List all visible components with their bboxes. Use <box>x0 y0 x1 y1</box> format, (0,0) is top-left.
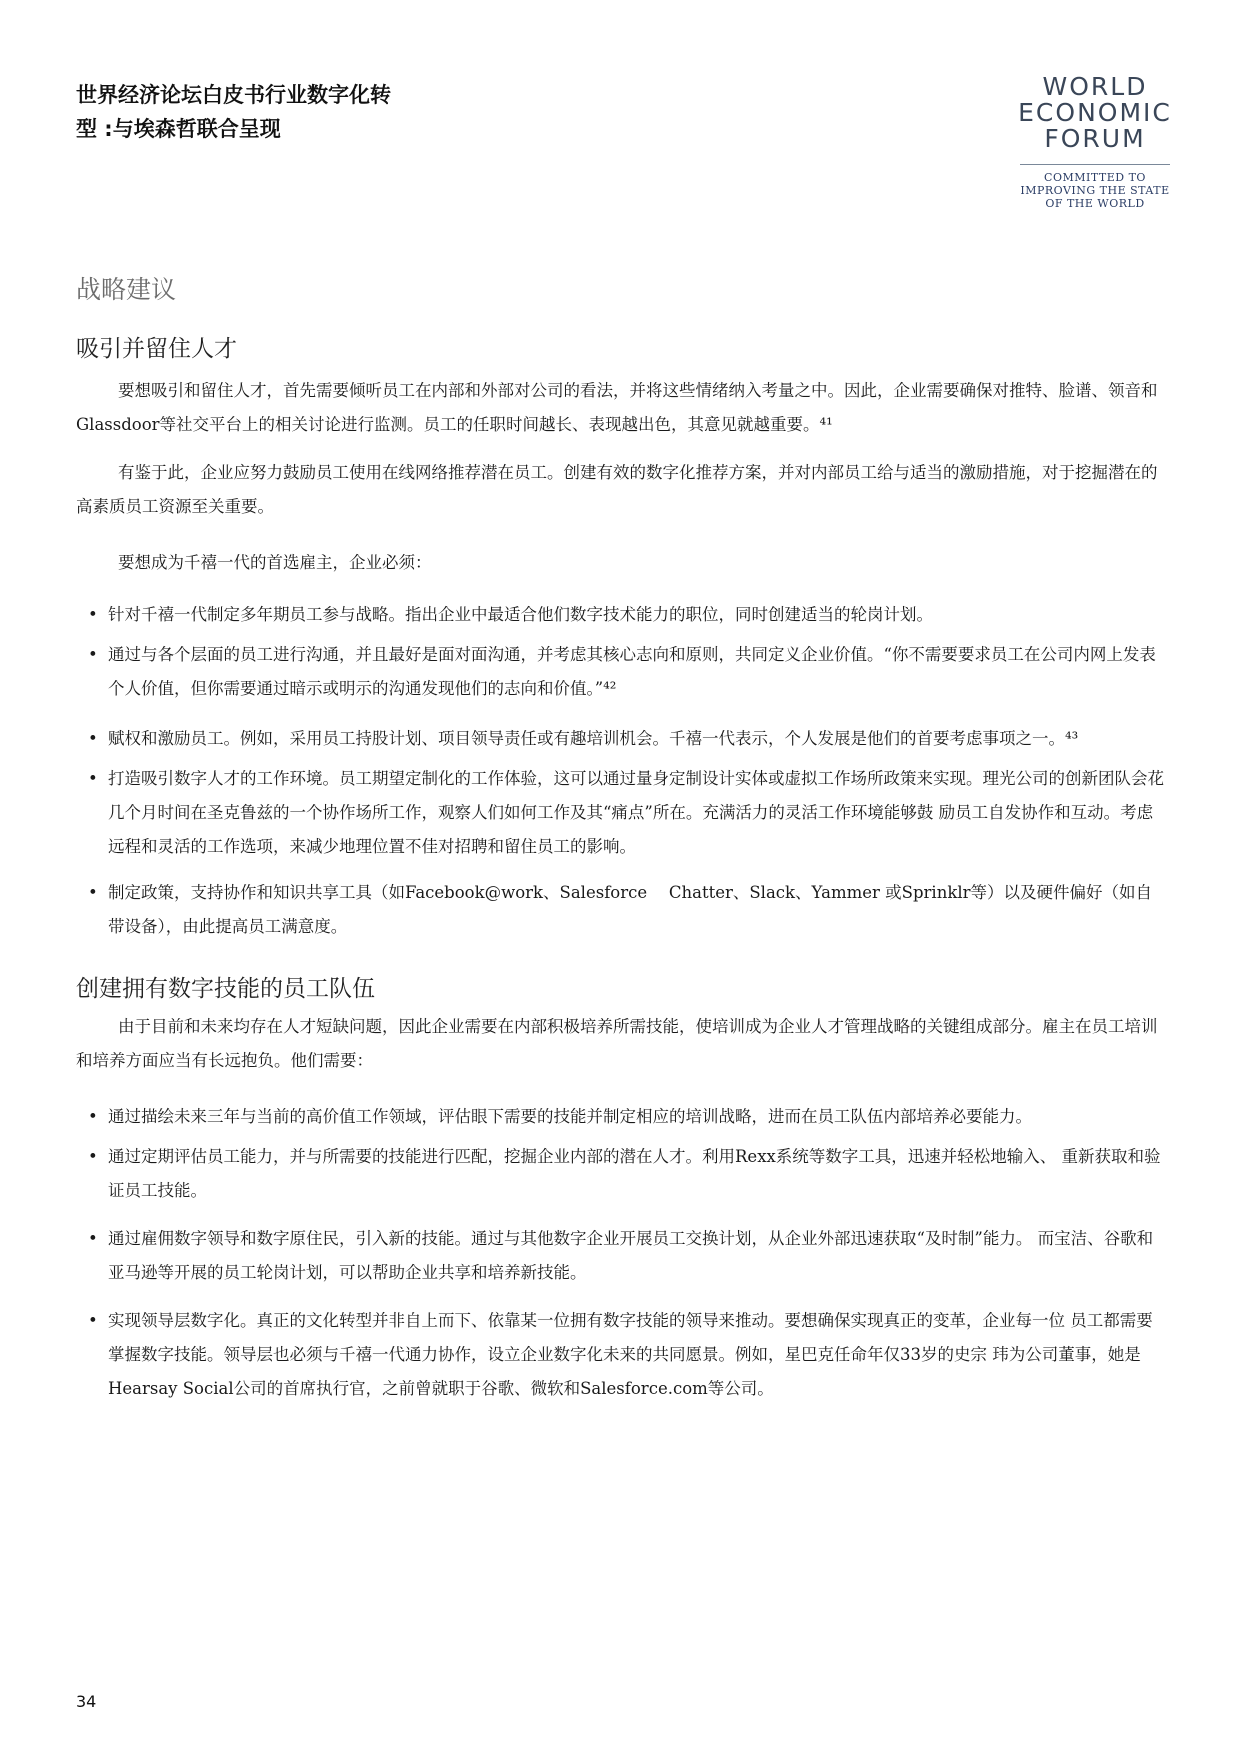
logo-line-economic: ECONOMIC <box>1018 98 1172 127</box>
subsection-title-digital-workforce: 创建拥有数字技能的员工队伍 <box>76 976 375 1002</box>
list-item <box>88 762 1168 864</box>
list-item <box>88 1304 1168 1406</box>
list-item-text: 打造吸引数字人才的工作环境。员工期望定制化的工作体验，这可以通过量身定制设计实体或虚拟工作场所政策来实现。理光公司的创新团队会花几个月时间在圣克鲁兹的一个协作场所工作，观察人们如何工作及其“痛点”所在。充满活力的灵活工作环境能够鼓 励员工自发协作和互动。考虑远程和灵活的工作选项，来减少地理位置不佳对招聘和留住员工的影响。 <box>108 769 1164 856</box>
bullet-marker: • <box>88 645 98 664</box>
document-title <box>76 78 636 146</box>
logo-tagline-3: OF THE WORLD <box>1045 197 1145 210</box>
list-item-text: 实现领导层数字化。真正的文化转型并非自上而下、依靠某一位拥有数字技能的领导来推动。要想确保实现真正的变革，企业每一位 员工都需要掌握数字技能。领导层也必须与千禧一代通力协作，设立企业数字化未来的共同愿景。例如，星巴克任命年仅33岁的史宗 玮为公司董事，她是Hearsay Social公司的首席执行官，之前曾就职于谷歌、微软和Salesforce.com等公司。 <box>108 1311 1153 1398</box>
list-item-text: 制定政策，支持协作和知识共享工具（如Facebook@work、Salesforce Chatter、Slack、Yammer 或Sprinklr等）以及硬件偏好（如自 带设备），由此提高员工满意度。 <box>108 883 1152 936</box>
paragraph: 要想吸引和留住人才，首先需要倾听员工在内部和外部对公司的看法，并将这些情绪纳入考量之中。因此，企业需要确保对推特、脸谱、领音和Glassdoor等社交平台上的相关讨论进行监测。员工的任职时间越长、表现越出色，其意见就越重要。⁴¹ <box>76 381 1158 434</box>
bullet-marker: • <box>88 1147 98 1166</box>
bullet-marker: • <box>88 1311 98 1330</box>
list-item-text: 通过定期评估员工能力，并与所需要的技能进行匹配，挖掘企业内部的潜在人才。利用Rexx系统等数字工具，迅速并轻松地输入、 重新获取和验证员工技能。 <box>108 1147 1161 1200</box>
list-item <box>88 1222 1168 1290</box>
title-line-1: 世界经济论坛白皮书行业数字化转 <box>76 83 391 107</box>
bullet-marker: • <box>88 605 98 624</box>
logo-line-forum: FORUM <box>1044 124 1146 153</box>
list-item <box>88 598 1168 632</box>
paragraph: 由于目前和未来均存在人才短缺问题，因此企业需要在内部积极培养所需技能，使培训成为企业人才管理战略的关键组成部分。雇主在员工培训和培养方面应当有长远抱负。他们需要： <box>76 1017 1158 1070</box>
list-item-text: 通过与各个层面的员工进行沟通，并且最好是面对面沟通，并考虑其核心志向和原则，共同定义企业价值。“你不需要要求员工在公司内网上发表个人价值，但你需要通过暗示或明示的沟通发现他们的志向和价值。”⁴² <box>108 645 1156 698</box>
list-item-text: 赋权和激励员工。例如，采用员工持股计划、项目领导责任或有趣培训机会。千禧一代表示，个人发展是他们的首要考虑事项之一。⁴³ <box>108 729 1079 748</box>
bullet-marker: • <box>88 883 98 902</box>
logo-divider <box>1020 164 1170 165</box>
subsection-title-attract-talent: 吸引并留住人才 <box>76 336 237 362</box>
wef-logo <box>1005 74 1185 234</box>
list-item-text: 通过描绘未来三年与当前的高价值工作领域，评估眼下需要的技能并制定相应的培训战略，进而在员工队伍内部培养必要能力。 <box>108 1107 1032 1126</box>
logo-tagline-1: COMMITTED TO <box>1044 171 1146 184</box>
logo-line-world: WORLD <box>1042 72 1148 101</box>
section-title: 战略建议 <box>76 275 177 304</box>
bullet-marker: • <box>88 729 98 748</box>
list-item <box>88 876 1168 944</box>
list-item-text: 通过雇佣数字领导和数字原住民，引入新的技能。通过与其他数字企业开展员工交换计划，从企业外部迅速获取“及时制”能力。 而宝洁、谷歌和亚马逊等开展的员工轮岗计划，可以帮助企业共享和培养新技能。 <box>108 1229 1154 1282</box>
logo-tagline-2: IMPROVING THE STATE <box>1020 184 1170 197</box>
page-number: 34 <box>76 1692 97 1711</box>
paragraph: 有鉴于此，企业应努力鼓励员工使用在线网络推荐潜在员工。创建有效的数字化推荐方案，并对内部员工给与适当的激励措施，对于挖掘潜在的高素质员工资源至关重要。 <box>76 463 1158 516</box>
bullet-marker: • <box>88 769 98 788</box>
list-item-text: 针对千禧一代制定多年期员工参与战略。指出企业中最适合他们数字技术能力的职位，同时创建适当的轮岗计划。 <box>108 605 933 624</box>
list-item <box>88 1140 1168 1208</box>
list-item <box>88 1100 1168 1134</box>
bullet-marker: • <box>88 1229 98 1248</box>
paragraph: 要想成为千禧一代的首选雇主，企业必须： <box>118 553 432 572</box>
list-item <box>88 638 1168 706</box>
title-line-2: 型 :与埃森哲联合呈现 <box>76 117 281 141</box>
bullet-marker: • <box>88 1107 98 1126</box>
list-item <box>88 722 1168 756</box>
